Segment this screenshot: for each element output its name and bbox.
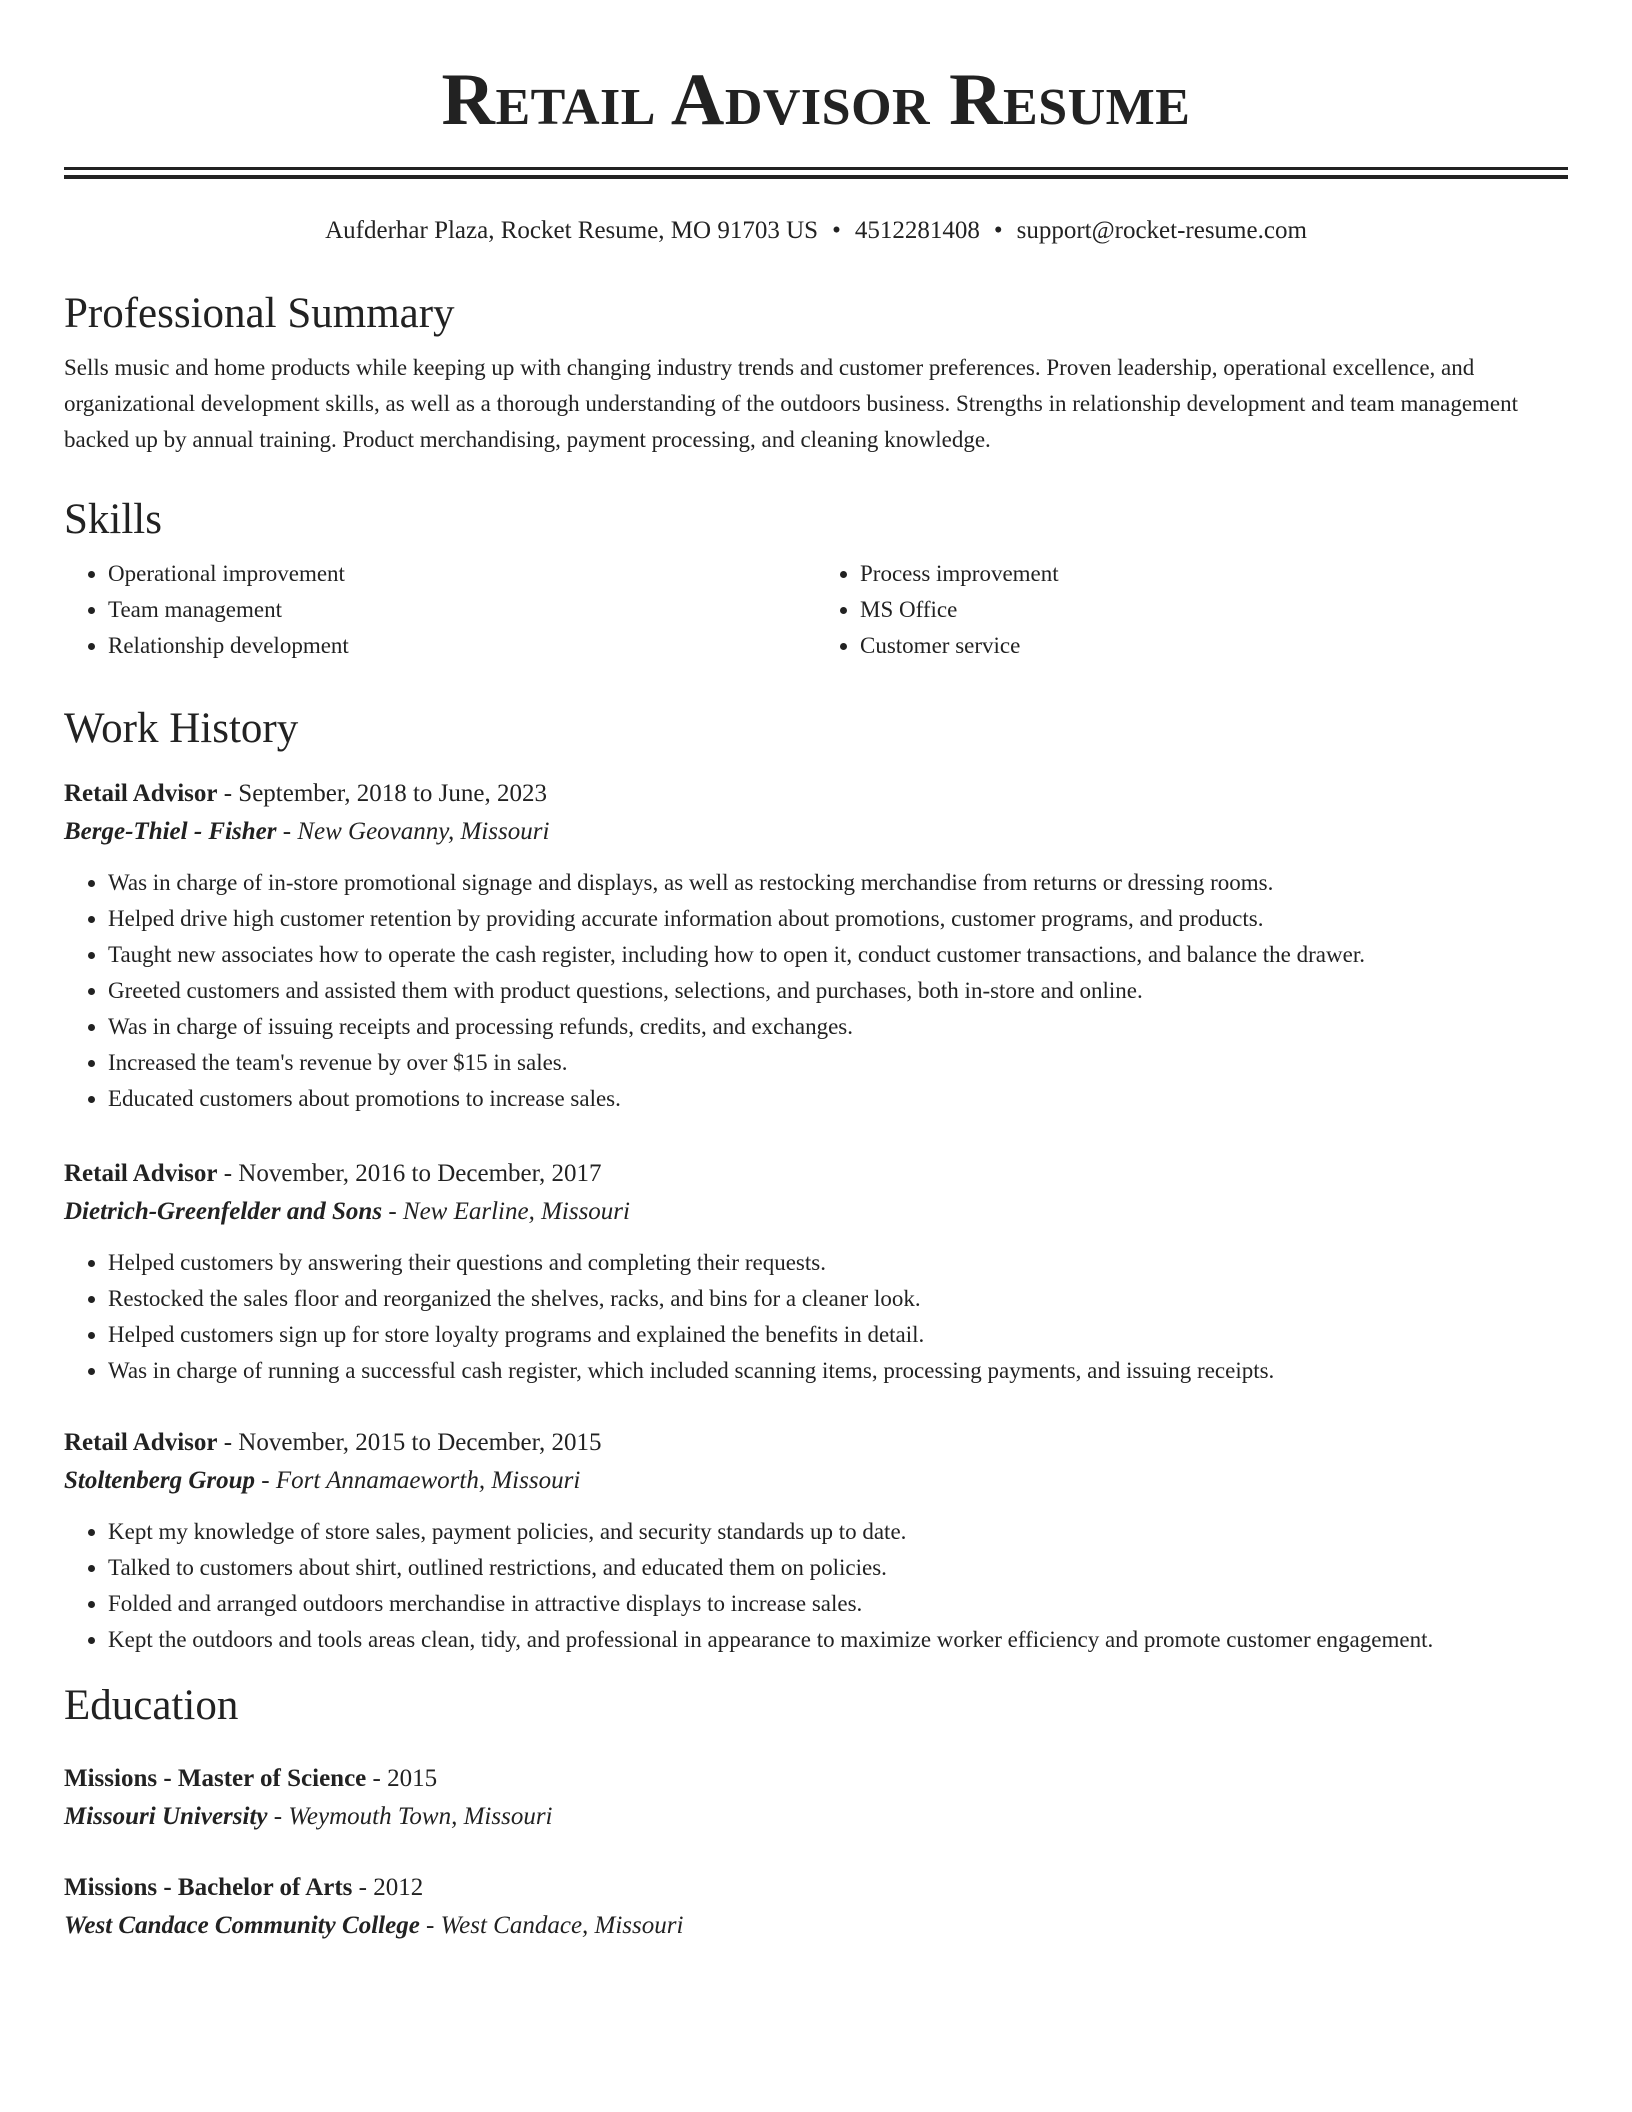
job-title: Retail Advisor bbox=[64, 1160, 218, 1187]
skill-item: • Team management bbox=[108, 592, 816, 628]
contact-email[interactable]: support@rocket-resume.com bbox=[1016, 217, 1307, 244]
job-title: Retail Advisor bbox=[64, 780, 218, 807]
job-duty: • Helped drive high customer retention by providing accurate information about promotions, customer programs, and products. bbox=[108, 901, 1568, 937]
skills-list-right bbox=[816, 556, 1568, 664]
school-location: - Weymouth Town, Missouri bbox=[267, 1803, 553, 1830]
job-duty: • Greeted customers and assisted them with product questions, selections, and purchases, both in-store and online. bbox=[108, 973, 1568, 1009]
job-dates: - September, 2018 to June, 2023 bbox=[217, 780, 547, 807]
company-line bbox=[64, 813, 1568, 851]
job-duty: • Kept my knowledge of store sales, payment policies, and security standards up to date. bbox=[108, 1514, 1568, 1550]
resume-title: Retail Advisor Resume bbox=[441, 59, 1191, 141]
contact-line bbox=[64, 214, 1568, 248]
job-duty: • Taught new associates how to operate the cash register, including how to open it, conduct customer transactions, and balance the drawer. bbox=[108, 937, 1568, 973]
summary-heading: Professional Summary bbox=[64, 290, 455, 337]
company-line bbox=[64, 1462, 1568, 1500]
job-entry bbox=[64, 775, 1568, 1117]
contact-phone: 4512281408 bbox=[854, 217, 980, 244]
job-duty: • Was in charge of in-store promotional signage and displays, as well as restocking merchandise from returns or dressing rooms. bbox=[108, 865, 1568, 901]
job-title-line bbox=[64, 775, 1568, 813]
summary-section bbox=[64, 288, 1568, 458]
job-duty: • Increased the team's revenue by over $15 in sales. bbox=[108, 1045, 1568, 1081]
company-name: Berge-Thiel - Fisher bbox=[64, 818, 277, 845]
skill-item: • Process improvement bbox=[860, 556, 1568, 592]
school-line bbox=[64, 1907, 1568, 1945]
job-entry bbox=[64, 1155, 1568, 1389]
education-entry bbox=[64, 1869, 1568, 1945]
contact-address: Aufderhar Plaza, Rocket Resume, MO 91703 US bbox=[325, 217, 819, 244]
contact-separator: • bbox=[993, 217, 1003, 244]
school-location: - West Candace, Missouri bbox=[419, 1912, 684, 1939]
school-line bbox=[64, 1798, 1568, 1836]
summary-text: Sells music and home products while keeping up with changing industry trends and customer preferences. Proven leadership, operational excellence, and organizational development skills, as well as a thorough understanding of the outdoors business. Strengths in relationship development and team management backed up by annual training. Product merchandising, payment processing, and cleaning knowledge. bbox=[64, 355, 1519, 452]
job-duties bbox=[64, 865, 1568, 1117]
job-duty: • Restocked the sales floor and reorganized the shelves, racks, and bins for a cleaner look. bbox=[108, 1281, 1568, 1317]
job-duty: • Was in charge of issuing receipts and processing refunds, credits, and exchanges. bbox=[108, 1009, 1568, 1045]
degree-year: - 2015 bbox=[366, 1765, 438, 1792]
company-line bbox=[64, 1193, 1568, 1231]
degree-year: - 2012 bbox=[352, 1874, 424, 1901]
job-duty: • Kept the outdoors and tools areas clean, tidy, and professional in appearance to maximize worker efficiency and promote customer engagement. bbox=[108, 1622, 1568, 1658]
skills-section bbox=[64, 494, 1568, 664]
job-title: Retail Advisor bbox=[64, 1429, 218, 1456]
job-title-line bbox=[64, 1155, 1568, 1193]
school-name: Missouri University bbox=[64, 1803, 268, 1830]
degree-name: Missions - Master of Science bbox=[64, 1765, 367, 1792]
job-duty: • Helped customers sign up for store loyalty programs and explained the benefits in detail. bbox=[108, 1317, 1568, 1353]
job-duty: • Folded and arranged outdoors merchandise in attractive displays to increase sales. bbox=[108, 1586, 1568, 1622]
job-duty: • Was in charge of running a successful cash register, which included scanning items, processing payments, and issuing receipts. bbox=[108, 1353, 1568, 1389]
company-name: Stoltenberg Group bbox=[64, 1467, 256, 1494]
company-name: Dietrich-Greenfelder and Sons bbox=[64, 1198, 383, 1225]
job-duty: • Educated customers about promotions to increase sales. bbox=[108, 1081, 1568, 1117]
job-duty: • Helped customers by answering their questions and completing their requests. bbox=[108, 1245, 1568, 1281]
work-history-heading: Work History bbox=[64, 705, 299, 752]
skills-columns bbox=[64, 556, 1568, 664]
job-duties bbox=[64, 1245, 1568, 1389]
skill-item: • MS Office bbox=[860, 592, 1568, 628]
job-entry bbox=[64, 1424, 1568, 1658]
job-dates: - November, 2015 to December, 2015 bbox=[217, 1429, 602, 1456]
company-location: - New Geovanny, Missouri bbox=[276, 818, 550, 845]
skill-item: • Operational improvement bbox=[108, 556, 816, 592]
job-duty: • Talked to customers about shirt, outlined restrictions, and educated them on policies. bbox=[108, 1550, 1568, 1586]
job-duties bbox=[64, 1514, 1568, 1658]
company-location: - New Earline, Missouri bbox=[382, 1198, 630, 1225]
title-rule-bottom bbox=[64, 175, 1568, 179]
education-entry bbox=[64, 1760, 1568, 1836]
title-rule-top bbox=[64, 167, 1568, 170]
job-dates: - November, 2016 to December, 2017 bbox=[217, 1160, 602, 1187]
skill-item: • Relationship development bbox=[108, 628, 816, 664]
degree-line bbox=[64, 1760, 1568, 1798]
degree-line bbox=[64, 1869, 1568, 1907]
contact-separator: • bbox=[832, 217, 841, 244]
degree-name: Missions - Bachelor of Arts bbox=[64, 1874, 353, 1901]
company-location: - Fort Annamaeworth, Missouri bbox=[255, 1467, 581, 1494]
skill-item: • Customer service bbox=[860, 628, 1568, 664]
education-heading: Education bbox=[64, 1682, 239, 1729]
work-history-section bbox=[64, 703, 1568, 755]
skills-heading: Skills bbox=[64, 496, 162, 543]
school-name: West Candace Community College bbox=[64, 1912, 420, 1939]
job-title-line bbox=[64, 1424, 1568, 1462]
education-section bbox=[64, 1680, 1568, 1732]
skills-list-left bbox=[64, 556, 816, 664]
